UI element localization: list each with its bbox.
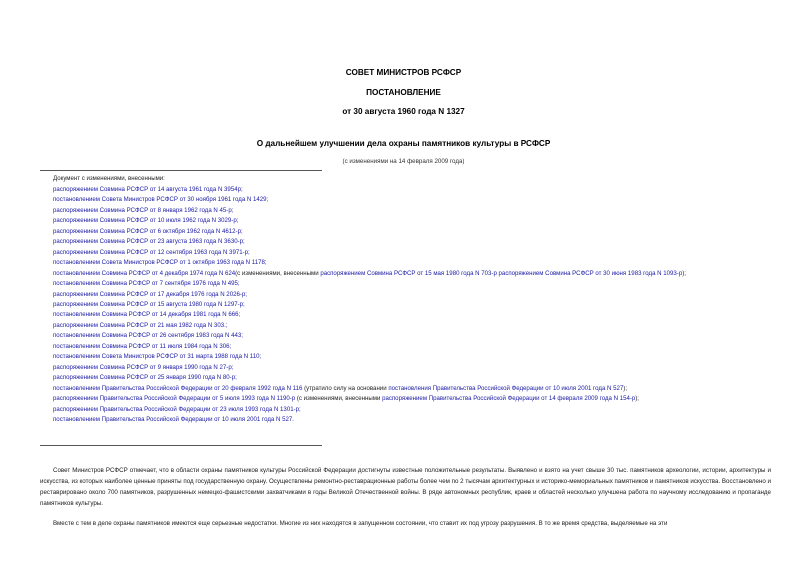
amendment-link[interactable]: постановлением Совета Министров РСФСР от 31 марта 1988 года N 110; — [53, 353, 262, 361]
amendment-link[interactable]: постановлением Совета Министров РСФСР от 1 октября 1963 года N 1178; — [53, 259, 267, 267]
body-paragraph: Вместе с тем в деле охраны памятников имеются еще серьезные недостатки. Многие из них находятся в запущенном состоянии, что ставит их под угрозу разрушения. В то же время средства, выделяемые на эти — [53, 520, 668, 527]
top-divider — [40, 170, 322, 171]
amendment-item — [40, 195, 775, 205]
amendment-link[interactable]: распоряжением Совмина РСФСР от 15 августа 1980 года N 1297-р; — [53, 300, 245, 308]
amendment-item — [40, 269, 775, 279]
body-paragraph: Совет Министров РСФСР отмечает, что в области охраны памятников культуры Российской Федерации достигнуты известные положительные результаты. Выявлено и взято на учет свыше 30 тыс. памятников археологии, истории, архитектуры и искусства, из которых наиболее ценные приняты под государственную охрану. Осуществлены ремонтно-реставрационные работы более чем по 2 тысячам архитектурных и историко-мемориальных памятников и памятников искусства. Восстановлено и реставрировано около 700 памятников, разрушенных немецко-фашистскими захватчиками в годы Великой Отечественной войны. В ряде автономных республик, краев и областей несколько улучшена работа по научному исследованию и пропаганде памятников культуры. — [40, 467, 771, 507]
amendment-item — [40, 227, 775, 237]
doc-type-heading: ПОСТАНОВЛЕНИЕ — [366, 88, 441, 97]
document-subtitle: (с изменениями на 14 февраля 2009 года) — [342, 158, 465, 165]
amendment-link[interactable]: постановлением Совмина РСФСР от 4 декабря 1974 года N 624 — [53, 269, 236, 277]
amendment-item — [40, 300, 775, 310]
amendment-sub-link[interactable]: распоряжением Совмина РСФСР от 30 июня 1983 года N 1093-р — [498, 269, 683, 277]
amendments-label: Документ с изменениями, внесенными: — [53, 175, 165, 182]
amendment-link[interactable]: распоряжением Правительства Российской Федерации от 5 июля 1993 года N 1190-р — [53, 395, 296, 403]
amendment-link[interactable]: постановлением Совмина РСФСР от 11 июля 1984 года N 306; — [53, 342, 232, 350]
issuer-heading: СОВЕТ МИНИСТРОВ РСФСР — [345, 68, 462, 77]
amendment-link[interactable]: распоряжением Совмина РСФСР от 14 августа 1961 года N 3954р; — [53, 186, 243, 193]
amendment-note: (с изменениями, внесенными — [235, 269, 321, 277]
amendment-sub-link[interactable]: распоряжением Правительства Российской Федерации от 14 февраля 2009 года N 154-р — [382, 395, 636, 403]
amendment-link[interactable]: распоряжением Совмина РСФСР от 25 января 1990 года N 80-р; — [53, 374, 237, 382]
amendment-item — [40, 331, 775, 341]
amendment-link[interactable]: распоряжением Совмина РСФСР от 9 января 1990 года N 27-р; — [53, 363, 234, 371]
amendment-link[interactable]: распоряжением Правительства Российской Федерации от 23 июля 1993 года N 1301-р; — [53, 405, 301, 413]
amendment-link[interactable]: постановлением Совмина РСФСР от 26 сентября 1983 года N 443; — [53, 332, 243, 340]
amendment-link[interactable]: постановлением Совмина РСФСР от 14 декабря 1981 года N 666; — [53, 311, 241, 319]
document-title: О дальнейшем улучшении дела охраны памятников культуры в РСФСР — [256, 139, 551, 148]
amendment-link[interactable]: распоряжением Совмина РСФСР от 8 января 1962 года N 45-р; — [53, 206, 234, 214]
date-number-heading: от 30 августа 1960 года N 1327 — [342, 107, 465, 116]
amendment-link[interactable]: распоряжением Совмина РСФСР от 17 декабря 1976 года N 2026-р; — [53, 290, 247, 298]
amendment-item — [40, 279, 775, 289]
amendment-item — [40, 321, 775, 331]
amendments-list — [40, 185, 775, 425]
amendment-sub-link[interactable]: постановления Правительства Российской Федерации от 10 июля 2001 года N 527 — [388, 384, 624, 392]
amendment-note: (с изменениями, внесенными — [295, 395, 383, 403]
amendment-item — [40, 415, 775, 425]
amendment-note: ); — [623, 384, 628, 392]
amendment-item — [40, 363, 775, 373]
amendment-item — [40, 185, 775, 195]
amendment-item — [40, 310, 775, 320]
bottom-divider — [40, 445, 322, 446]
amendment-link[interactable]: распоряжением Совмина РСФСР от 23 августа 1963 года N 3630-р; — [53, 238, 245, 246]
amendment-item — [40, 258, 775, 268]
amendment-item — [40, 206, 775, 216]
amendment-item — [40, 405, 775, 415]
amendment-link[interactable]: постановлением Правительства Российской Федерации от 10 июля 2001 года N 527. — [53, 415, 294, 423]
amendment-item — [40, 352, 775, 362]
amendment-item — [40, 342, 775, 352]
amendment-item — [40, 290, 775, 300]
amendment-note: ); — [682, 269, 686, 277]
amendment-link[interactable]: распоряжением Совмина РСФСР от 10 июля 1962 года N 3029-р; — [53, 217, 239, 225]
amendment-link[interactable]: постановлением Совмина РСФСР от 7 сентября 1976 года N 495; — [53, 280, 240, 288]
amendment-link[interactable]: распоряжением Совмина РСФСР от 21 мая 1982 года N 303.; — [53, 321, 228, 329]
amendment-item — [40, 384, 775, 394]
amendment-item — [40, 216, 775, 226]
amendment-link[interactable]: постановлением Совета Министров РСФСР от 30 ноября 1961 года N 1429; — [53, 196, 269, 204]
amendment-link[interactable]: постановлением Правительства Российской Федерации от 20 февраля 1992 года N 116 — [53, 384, 303, 392]
amendment-sub-link[interactable]: распоряжением Совмина РСФСР от 15 мая 1980 года N 703-р — [320, 269, 497, 277]
amendment-link[interactable]: распоряжением Совмина РСФСР от 12 сентября 1963 года N 3971-р; — [53, 248, 250, 256]
amendment-note: ); — [635, 395, 640, 403]
amendment-link[interactable]: распоряжением Совмина РСФСР от 6 октября 1962 года N 4612-р; — [53, 227, 243, 235]
amendment-item — [40, 248, 775, 258]
amendment-note: (утратило силу на основании — [302, 384, 389, 392]
amendment-item — [40, 394, 775, 404]
amendment-item — [40, 373, 775, 383]
amendment-item — [40, 237, 775, 247]
